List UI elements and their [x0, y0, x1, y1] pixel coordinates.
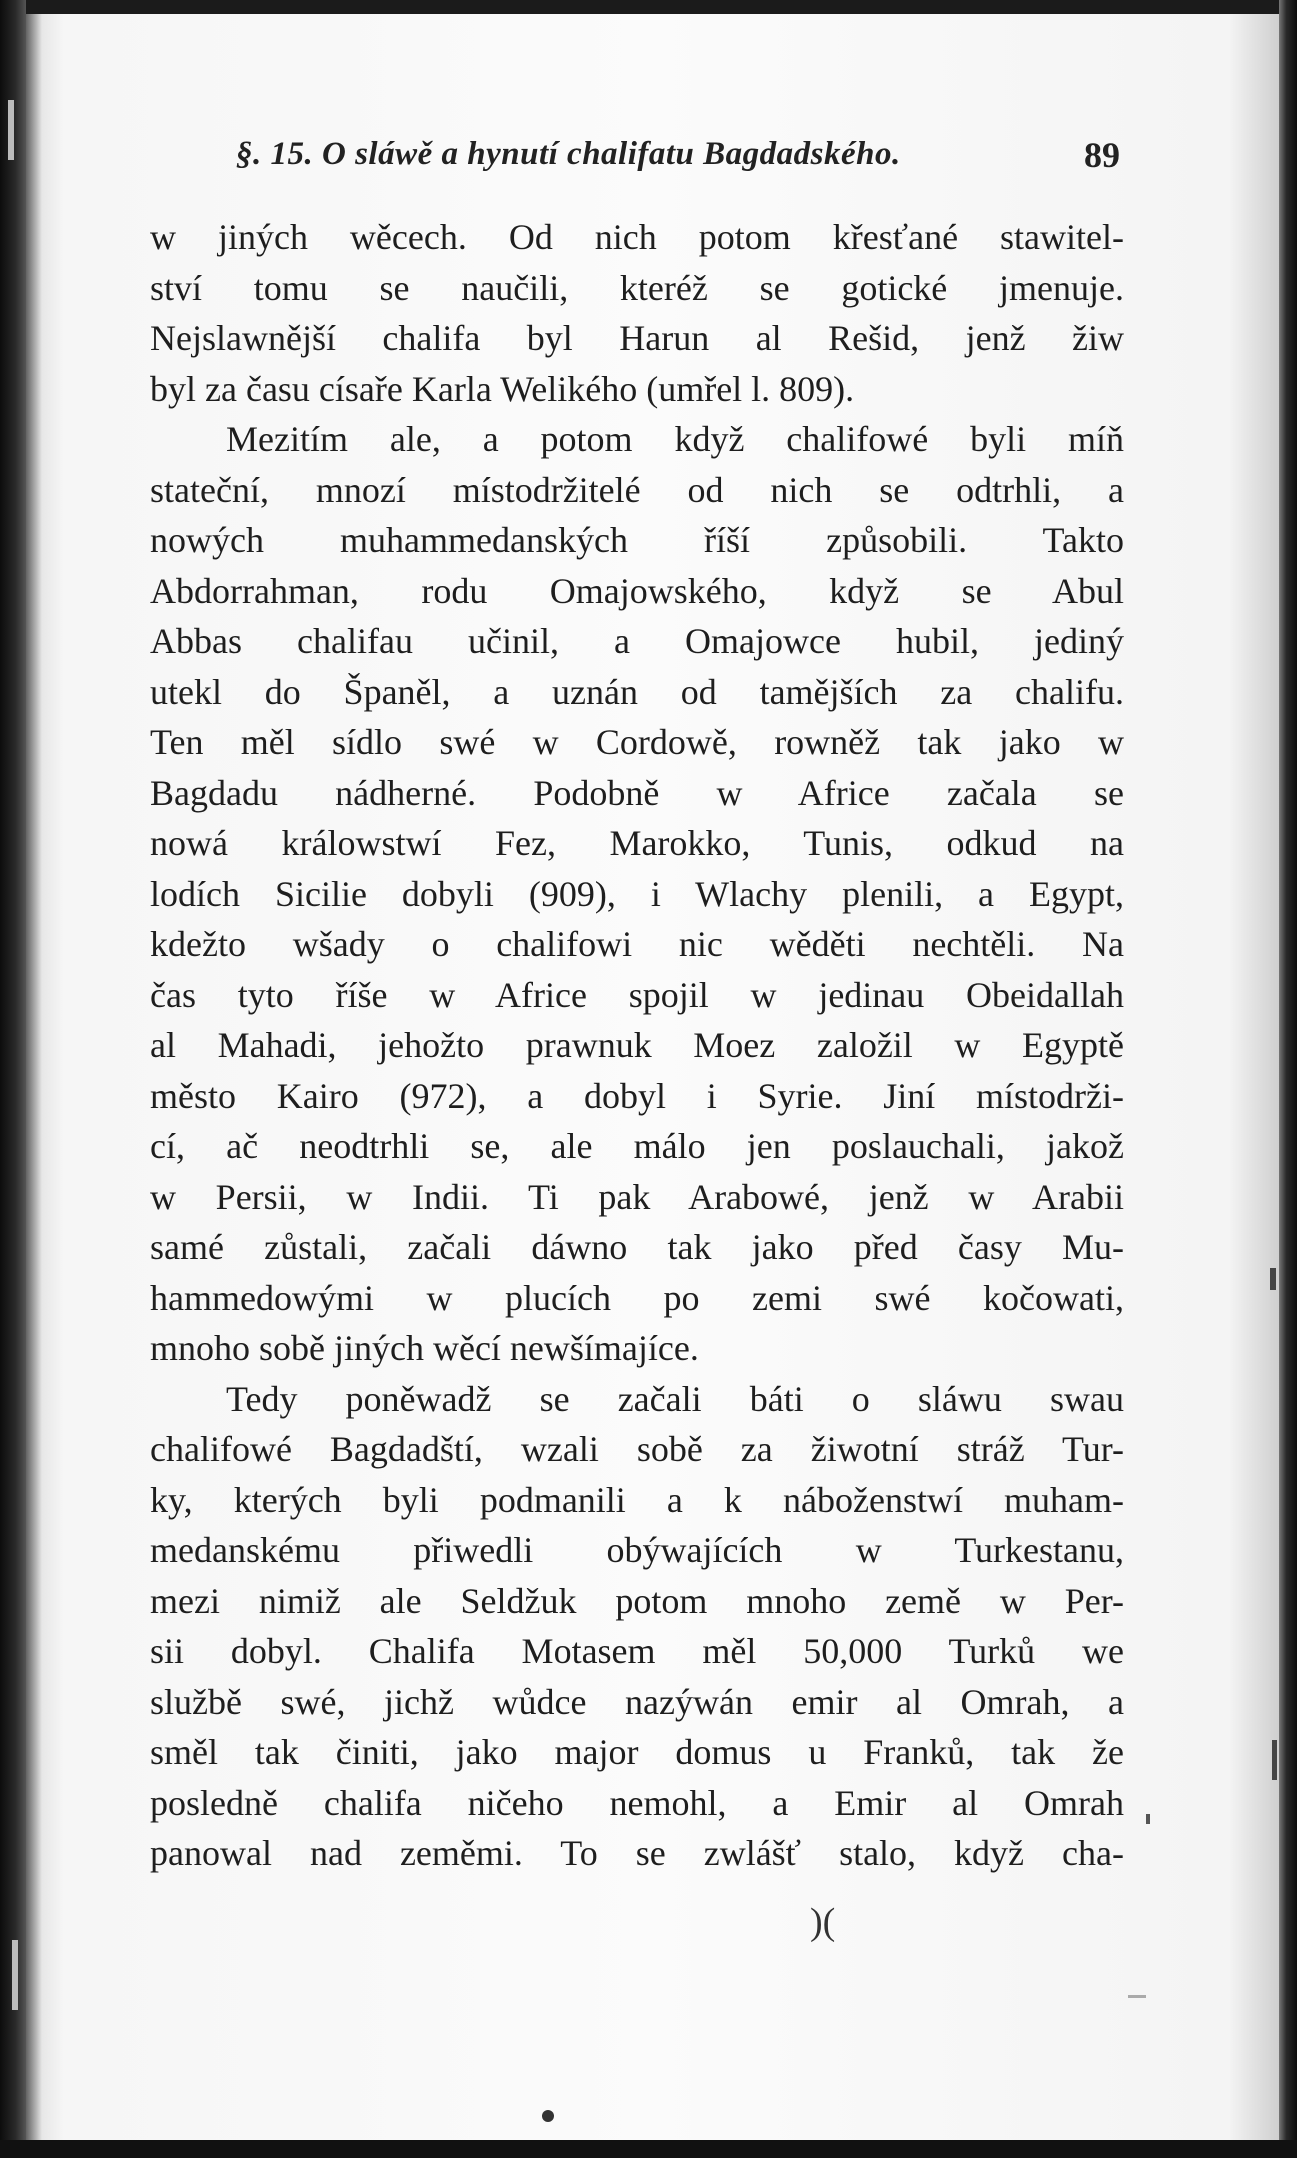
text-line: stateční, mnozí místodržitelé od nich se odtrhli, a — [150, 469, 1124, 510]
text-line: cí, ač neodtrhli se, ale málo jen poslauchali, jakož — [150, 1126, 1124, 1166]
text-line: kdežto wšady o chalifowi nic wěděti nechtěli. Na — [150, 924, 1124, 964]
text-line: lodích Sicilie dobyli (909), i Wlachy plenili, a Egypt, — [150, 873, 1124, 914]
text-line: Nejslawnější chalifa byl Harun al Rešid, jenž žiw — [150, 318, 1124, 358]
text-line: ky, kterých byli podmanili a k náboženstwí muham- — [150, 1479, 1124, 1520]
scan-frame-right — [1279, 0, 1297, 2158]
scan-frame-left — [0, 0, 26, 2158]
text-line: Tedy poněwadž se začali báti o sláwu swau — [226, 1378, 1124, 1419]
text-line: medanskému přiwedli obýwajících w Turkestanu, — [150, 1530, 1124, 1570]
body-text — [150, 212, 1124, 1879]
text-line: utekl do Španěl, a uznán od tamějších za chalifu. — [150, 671, 1124, 712]
text-line: hammedowými w plucích po zemi swé kočowati, — [150, 1277, 1124, 1318]
page-gutter-shadow — [26, 14, 42, 2140]
text-line: chalifowé Bagdadští, wzali sobě za žiwotní stráž Tur- — [150, 1429, 1124, 1469]
scan-frame-top — [0, 0, 1297, 14]
text-line: Ten měl sídlo swé w Cordowě, rowněž tak jako w — [150, 722, 1124, 762]
text-line: al Mahadi, jehožto prawnuk Moez založil w Egyptě — [150, 1025, 1124, 1065]
text-line: Mezitím ale, a potom když chalifowé byli míň — [226, 419, 1124, 459]
text-line: Abdorrahman, rodu Omajowského, když se Abul — [150, 570, 1124, 611]
text-line: ství tomu se naučili, kteréž se gotické jmenuje. — [150, 267, 1124, 308]
text-line: čas tyto říše w Africe spojil w jedinau Obeidallah — [150, 974, 1124, 1015]
text-line: w jiných wěcech. Od nich potom křesťané stawitel- — [150, 217, 1124, 257]
text-line: Bagdadu nádherné. Podobně w Africe začala se — [150, 772, 1124, 813]
scan-frame-bottom — [0, 2140, 1297, 2158]
text-line: posledně chalifa ničeho nemohl, a Emir al Omrah — [150, 1782, 1124, 1823]
text-line: byl za času císaře Karla Welikého (umřel l. 809). — [150, 368, 855, 409]
text-line: nowá králowstwí Fez, Marokko, Tunis, odkud na — [150, 823, 1124, 863]
text-line: sii dobyl. Chalifa Motasem měl 50,000 Turků we — [150, 1631, 1124, 1671]
running-head — [236, 128, 1120, 178]
page-number: 89 — [1084, 135, 1120, 175]
text-line: směl tak činiti, jako major domus u Franků, tak že — [150, 1732, 1124, 1772]
text-line: nowých muhammedanských říší způsobili. Takto — [150, 520, 1124, 560]
text-line: mezi nimiž ale Seldžuk potom mnoho země w Per- — [150, 1580, 1124, 1621]
text-line: Abbas chalifau učinil, a Omajowce hubil, jediný — [150, 621, 1124, 661]
text-line: mnoho sobě jiných wěcí newšímajíce. — [150, 1328, 699, 1368]
text-line: w Persii, w Indii. Ti pak Arabowé, jenž w Arabii — [150, 1176, 1124, 1217]
signature-mark: )( — [810, 1901, 836, 1943]
running-head-title: §. 15. O sláwě a hynutí chalifatu Bagdadského. — [236, 136, 901, 172]
text-line: službě swé, jichž wůdce nazýwán emir al Omrah, a — [150, 1681, 1124, 1722]
text-line: panowal nad zeměmi. To se zwlášť stalo, když cha- — [150, 1833, 1124, 1873]
text-line: město Kairo (972), a dobyl i Syrie. Jiní místodrži- — [150, 1075, 1124, 1116]
text-line: samé zůstali, začali dáwno tak jako před časy Mu- — [150, 1227, 1124, 1267]
